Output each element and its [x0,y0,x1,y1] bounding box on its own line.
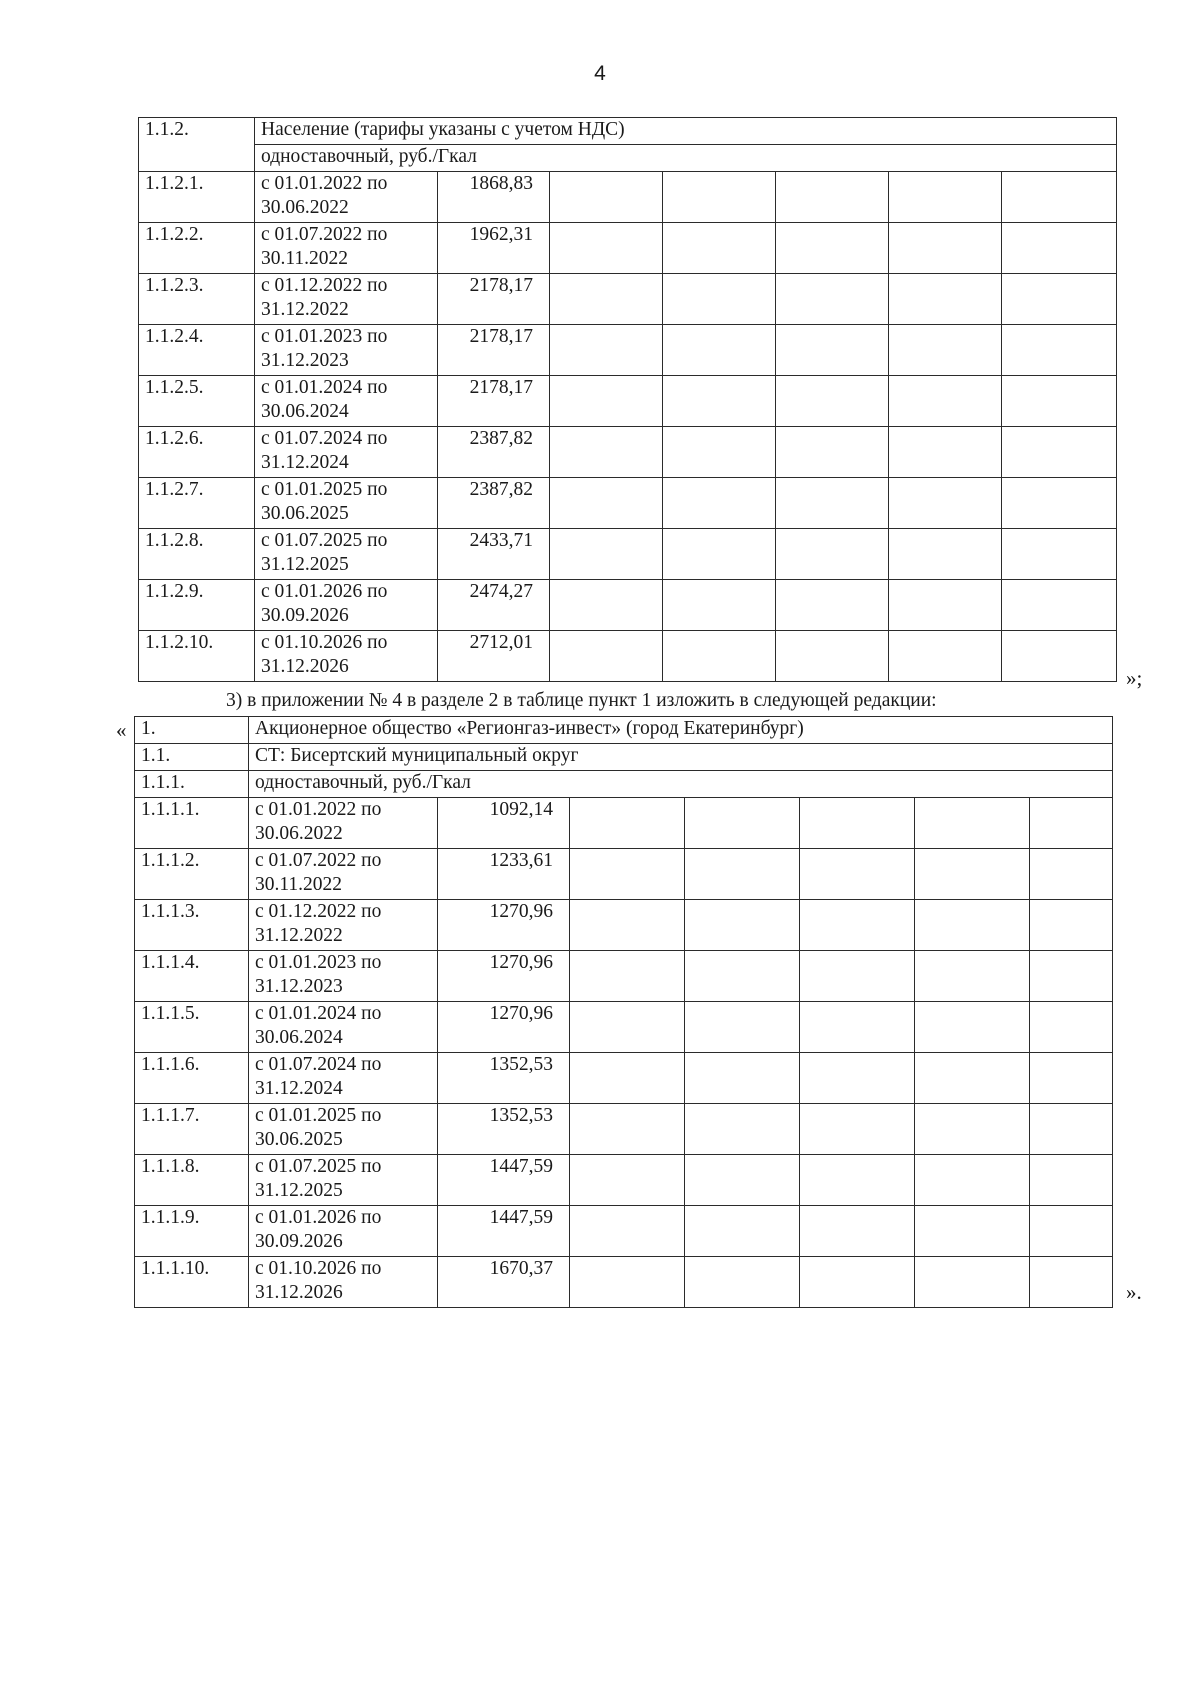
row-code: 1.1.1.2. [135,849,249,900]
empty-cell [550,427,663,478]
empty-cell [889,274,1002,325]
period-to: 31.12.2025 [261,554,349,575]
empty-cell [889,172,1002,223]
system-name: СТ: Бисертский муниципальный округ [249,744,1113,771]
table-row [139,427,1117,478]
empty-cell [800,798,915,849]
empty-cell [800,849,915,900]
period-to: 31.12.2025 [255,1180,343,1201]
tariff-value: 1233,61 [438,849,570,900]
empty-cell [663,325,776,376]
empty-cell [915,1155,1030,1206]
period-from: с 01.10.2026 по [255,1258,382,1279]
table-row [135,900,1113,951]
system-code: 1.1. [135,744,249,771]
period-from: с 01.07.2024 по [255,1054,382,1075]
empty-cell [889,427,1002,478]
empty-cell [685,1053,800,1104]
empty-cell [776,274,889,325]
empty-cell [550,172,663,223]
table-row [135,1155,1113,1206]
row-period [249,1053,438,1104]
row-period [249,900,438,951]
empty-cell [776,631,889,682]
section-code: 1.1.2. [139,118,255,172]
row-period [249,1257,438,1308]
tariff-value: 1270,96 [438,1002,570,1053]
row-period [249,1206,438,1257]
period-from: с 01.01.2026 по [255,1207,382,1228]
empty-cell [776,580,889,631]
table-row [135,1206,1113,1257]
table-row [139,631,1117,682]
empty-cell [776,223,889,274]
empty-cell [889,478,1002,529]
empty-cell [663,427,776,478]
empty-cell [685,900,800,951]
tariff-value: 2387,82 [438,478,550,529]
row-period [255,478,438,529]
tariff-value: 1352,53 [438,1104,570,1155]
empty-cell [1002,325,1117,376]
empty-cell [663,631,776,682]
period-from: с 01.01.2026 по [261,581,388,602]
subsection-code: 1.1.1. [135,771,249,798]
empty-cell [570,1002,685,1053]
empty-cell [1030,1104,1113,1155]
closing-quote-2: ». [1126,1280,1142,1304]
system-header-row [135,744,1113,771]
empty-cell [1030,1002,1113,1053]
period-to: 31.12.2026 [255,1282,343,1303]
period-to: 31.12.2022 [255,925,343,946]
row-code: 1.1.1.4. [135,951,249,1002]
row-code: 1.1.2.1. [139,172,255,223]
tariff-value: 2387,82 [438,427,550,478]
period-to: 30.06.2022 [255,823,343,844]
subsection-header-row [135,771,1113,798]
table-row [135,1104,1113,1155]
empty-cell [915,1104,1030,1155]
empty-cell [570,1206,685,1257]
period-from: с 01.07.2022 по [255,850,382,871]
empty-cell [889,223,1002,274]
period-to: 31.12.2023 [261,350,349,371]
tariff-value: 2178,17 [438,376,550,427]
row-code: 1.1.1.8. [135,1155,249,1206]
empty-cell [800,1257,915,1308]
empty-cell [570,1155,685,1206]
opening-quote-2: « [116,718,127,742]
period-to: 31.12.2022 [261,299,349,320]
table-row [139,172,1117,223]
empty-cell [1030,1206,1113,1257]
empty-cell [915,798,1030,849]
tariff-value: 2433,71 [438,529,550,580]
empty-cell [685,1257,800,1308]
section-header-row [139,118,1117,145]
tariff-value: 2178,17 [438,325,550,376]
row-code: 1.1.2.10. [139,631,255,682]
tariff-value: 1962,31 [438,223,550,274]
tariff-value: 1670,37 [438,1257,570,1308]
period-to: 31.12.2024 [261,452,349,473]
row-period [249,798,438,849]
period-from: с 01.01.2025 по [255,1105,382,1126]
period-from: с 01.12.2022 по [261,275,388,296]
empty-cell [570,798,685,849]
empty-cell [663,223,776,274]
row-period [255,631,438,682]
table-row [139,376,1117,427]
tariff-value: 2474,27 [438,580,550,631]
empty-cell [663,376,776,427]
empty-cell [1002,376,1117,427]
section-title: Население (тарифы указаны с учетом НДС) [255,118,1117,145]
empty-cell [550,325,663,376]
period-to: 30.06.2025 [261,503,349,524]
empty-cell [1002,172,1117,223]
empty-cell [1030,1155,1113,1206]
row-period [255,172,438,223]
empty-cell [889,376,1002,427]
period-from: с 01.01.2024 по [255,1003,382,1024]
tariff-value: 1092,14 [438,798,570,849]
page-number: 4 [594,62,606,85]
empty-cell [889,325,1002,376]
instruction-text: 3) в приложении № 4 в разделе 2 в таблице пункт 1 изложить в следующей редакции: [226,690,937,711]
tariff-value: 1270,96 [438,951,570,1002]
row-code: 1.1.2.2. [139,223,255,274]
empty-cell [1030,1053,1113,1104]
empty-cell [685,1206,800,1257]
empty-cell [550,223,663,274]
empty-cell [776,478,889,529]
row-period [249,951,438,1002]
row-code: 1.1.2.8. [139,529,255,580]
empty-cell [776,376,889,427]
period-from: с 01.12.2022 по [255,901,382,922]
empty-cell [800,1206,915,1257]
empty-cell [915,1257,1030,1308]
empty-cell [570,849,685,900]
period-to: 30.09.2026 [261,605,349,626]
empty-cell [1002,580,1117,631]
table-row [139,478,1117,529]
empty-cell [776,325,889,376]
empty-cell [1002,427,1117,478]
empty-cell [1030,798,1113,849]
period-from: с 01.01.2023 по [255,952,382,973]
period-to: 31.12.2026 [261,656,349,677]
row-code: 1.1.2.5. [139,376,255,427]
period-to: 30.06.2024 [261,401,349,422]
tariff-value: 2712,01 [438,631,550,682]
period-from: с 01.01.2023 по [261,326,388,347]
period-to: 30.06.2022 [261,197,349,218]
row-code: 1.1.1.10. [135,1257,249,1308]
period-to: 30.09.2026 [255,1231,343,1252]
empty-cell [915,951,1030,1002]
table-row [139,223,1117,274]
row-code: 1.1.1.3. [135,900,249,951]
row-period [255,529,438,580]
empty-cell [889,631,1002,682]
tariff-table-population [138,117,1117,682]
empty-cell [800,951,915,1002]
empty-cell [570,1053,685,1104]
row-code: 1.1.2.6. [139,427,255,478]
empty-cell [685,1104,800,1155]
empty-cell [776,172,889,223]
closing-quote-1: »; [1126,666,1143,690]
period-from: с 01.07.2022 по [261,224,388,245]
period-to: 30.06.2025 [255,1129,343,1150]
empty-cell [663,529,776,580]
period-from: с 01.01.2025 по [261,479,388,500]
empty-cell [800,900,915,951]
empty-cell [800,1053,915,1104]
empty-cell [685,798,800,849]
empty-cell [1002,274,1117,325]
row-code: 1.1.2.9. [139,580,255,631]
tariff-value: 1868,83 [438,172,550,223]
empty-cell [889,580,1002,631]
empty-cell [550,529,663,580]
tariff-value: 1270,96 [438,900,570,951]
empty-cell [1002,478,1117,529]
empty-cell [1002,223,1117,274]
row-code: 1.1.1.7. [135,1104,249,1155]
period-to: 30.11.2022 [255,874,343,895]
empty-cell [570,900,685,951]
empty-cell [663,478,776,529]
empty-cell [550,580,663,631]
empty-cell [1030,849,1113,900]
row-period [255,223,438,274]
row-period [255,274,438,325]
row-period [255,427,438,478]
empty-cell [800,1104,915,1155]
empty-cell [685,951,800,1002]
period-to: 30.11.2022 [261,248,349,269]
tariff-value: 1447,59 [438,1155,570,1206]
table-row [139,274,1117,325]
tariff-table-regiongaz [134,716,1113,1308]
row-code: 1.1.1.9. [135,1206,249,1257]
tariff-value: 2178,17 [438,274,550,325]
table-row [135,1053,1113,1104]
table-row [135,951,1113,1002]
empty-cell [570,1104,685,1155]
subsection-title: одноставочный, руб./Гкал [255,145,1117,172]
period-from: с 01.07.2024 по [261,428,388,449]
row-code: 1.1.2.4. [139,325,255,376]
org-name: Акционерное общество «Регионгаз-инвест» (город Екатеринбург) [249,717,1113,744]
empty-cell [1002,631,1117,682]
empty-cell [663,274,776,325]
empty-cell [570,1257,685,1308]
row-code: 1.1.2.7. [139,478,255,529]
empty-cell [1030,900,1113,951]
row-code: 1.1.1.1. [135,798,249,849]
period-to: 31.12.2023 [255,976,343,997]
empty-cell [915,849,1030,900]
table-row [139,325,1117,376]
subsection-title: одноставочный, руб./Гкал [249,771,1113,798]
empty-cell [550,274,663,325]
period-to: 31.12.2024 [255,1078,343,1099]
empty-cell [550,631,663,682]
period-from: с 01.01.2022 по [261,173,388,194]
row-code: 1.1.2.3. [139,274,255,325]
org-code: 1. [135,717,249,744]
period-from: с 01.10.2026 по [261,632,388,653]
period-from: с 01.01.2022 по [255,799,382,820]
empty-cell [1030,951,1113,1002]
empty-cell [915,1002,1030,1053]
empty-cell [570,951,685,1002]
row-period [249,1104,438,1155]
empty-cell [550,478,663,529]
table-row [135,849,1113,900]
empty-cell [1002,529,1117,580]
empty-cell [663,580,776,631]
org-header-row [135,717,1113,744]
empty-cell [889,529,1002,580]
row-code: 1.1.1.6. [135,1053,249,1104]
row-period [255,325,438,376]
table-row [139,529,1117,580]
empty-cell [685,1002,800,1053]
empty-cell [685,1155,800,1206]
empty-cell [915,1053,1030,1104]
row-period [249,849,438,900]
table-row [135,798,1113,849]
period-from: с 01.07.2025 по [255,1156,382,1177]
subsection-header-row [139,145,1117,172]
table-row [135,1002,1113,1053]
row-period [249,1002,438,1053]
row-code: 1.1.1.5. [135,1002,249,1053]
empty-cell [1030,1257,1113,1308]
row-period [255,376,438,427]
table-row [139,580,1117,631]
empty-cell [915,1206,1030,1257]
row-period [255,580,438,631]
period-from: с 01.07.2025 по [261,530,388,551]
table-row [135,1257,1113,1308]
period-to: 30.06.2024 [255,1027,343,1048]
empty-cell [915,900,1030,951]
empty-cell [550,376,663,427]
empty-cell [800,1155,915,1206]
empty-cell [663,172,776,223]
empty-cell [800,1002,915,1053]
row-period [249,1155,438,1206]
period-from: с 01.01.2024 по [261,377,388,398]
tariff-value: 1447,59 [438,1206,570,1257]
empty-cell [776,427,889,478]
empty-cell [776,529,889,580]
empty-cell [685,849,800,900]
tariff-value: 1352,53 [438,1053,570,1104]
